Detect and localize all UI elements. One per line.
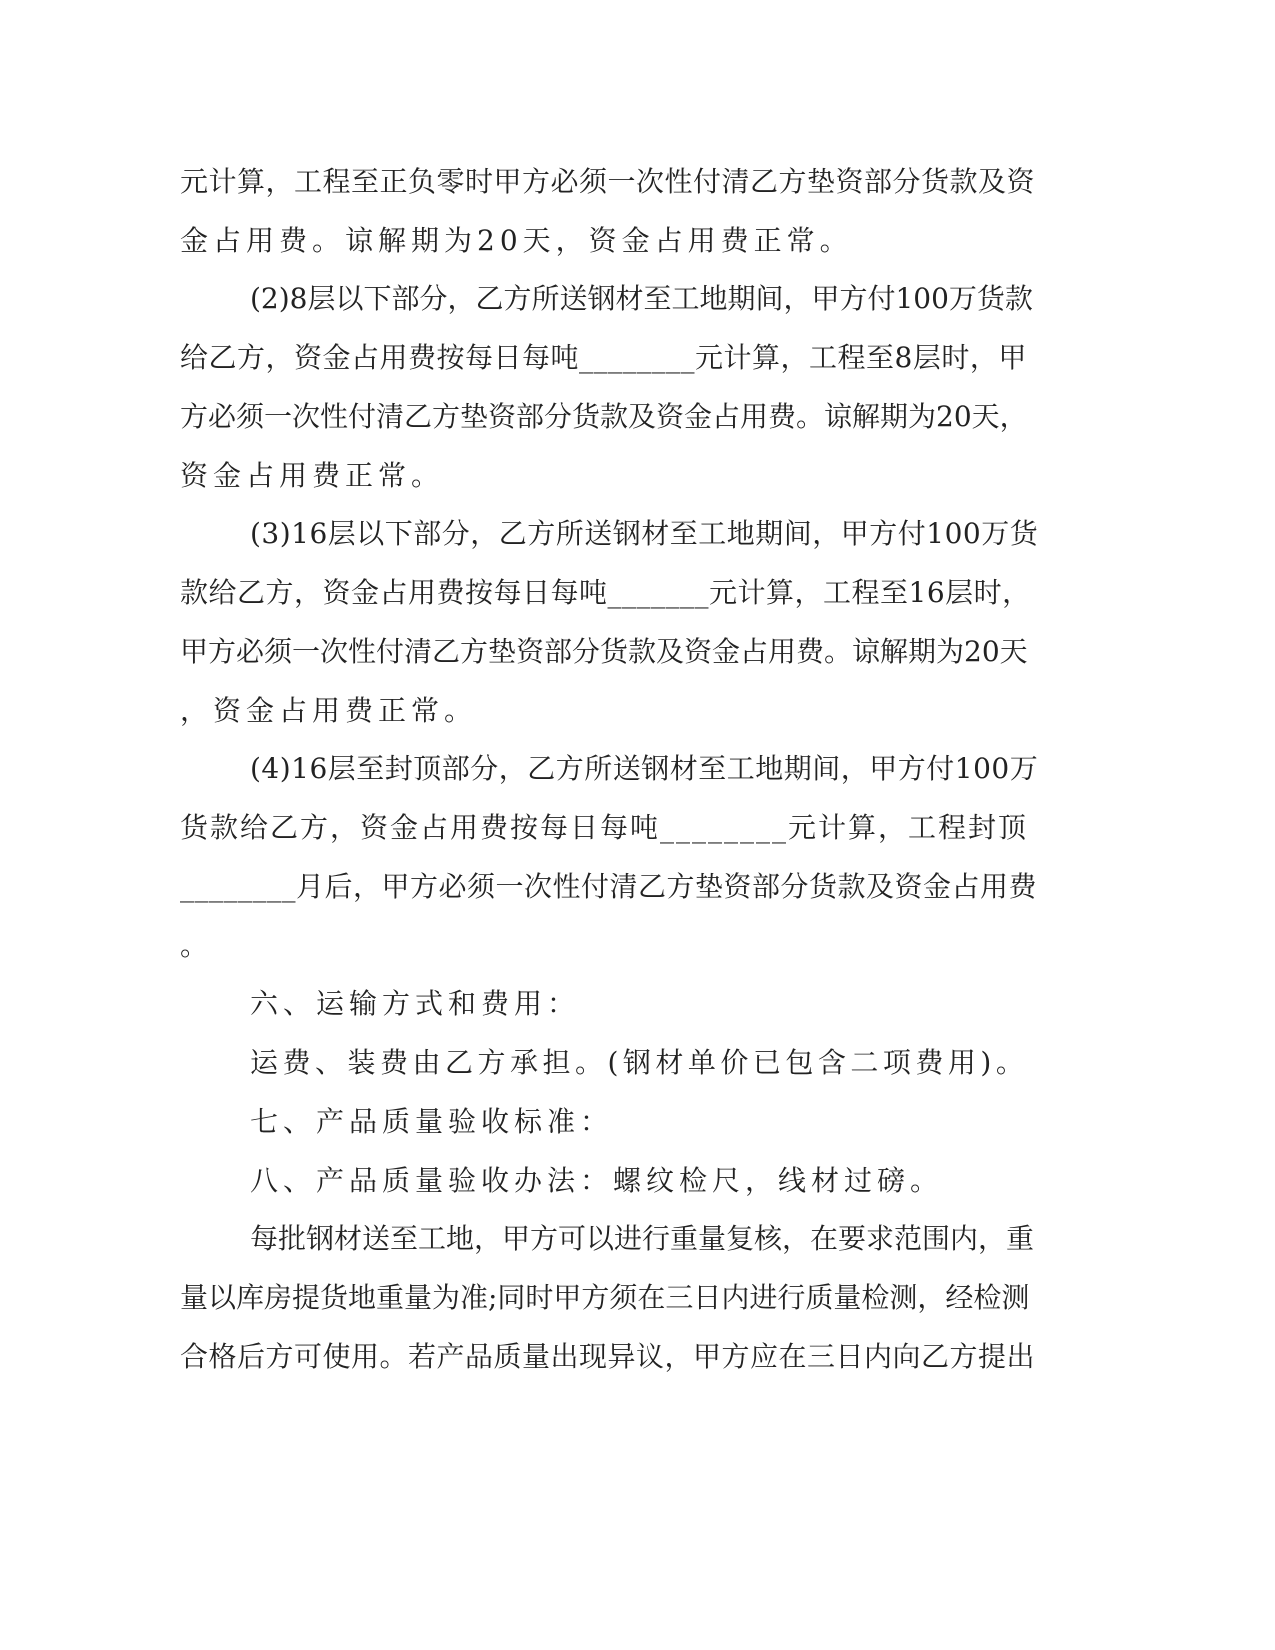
text-line: 每批钢材送至工地，甲方可以进行重量复核，在要求范围内，重 [250, 1222, 1035, 1255]
text-line: 七、产品质量验收标准： [250, 1105, 614, 1138]
text-line: 八、产品质量验收办法：螺纹检尺，线材过磅。 [250, 1164, 944, 1197]
text-line: 运费、装费由乙方承担。(钢材单价已包含二项费用)。 [250, 1046, 1029, 1079]
text-line: 甲方必须一次性付清乙方垫资部分货款及资金占用费。谅解期为20天 [180, 635, 1028, 668]
text-line: (3)16层以下部分，乙方所送钢材至工地期间，甲方付100万货 [250, 517, 1039, 550]
text-line: 款给乙方，资金占用费按每日每吨_______元计算，工程至16层时， [180, 576, 1031, 609]
text-line: 货款给乙方，资金占用费按每日每吨________元计算，工程封顶 [180, 811, 1029, 844]
text-line: (4)16层至封顶部分，乙方所送钢材至工地期间，甲方付100万 [250, 752, 1039, 785]
text-line: 金占用费。谅解期为20天，资金占用费正常。 [180, 224, 853, 257]
text-line: 合格后方可使用。若产品质量出现异议，甲方应在三日内向乙方提出 [180, 1340, 1036, 1373]
text-line: (2)8层以下部分，乙方所送钢材至工地期间，甲方付100万货款 [250, 282, 1033, 315]
text-line: 元计算，工程至正负零时甲方必须一次性付清乙方垫资部分货款及资 [180, 165, 1036, 198]
text-line: ，资金占用费正常。 [180, 694, 478, 727]
text-line: 。 [180, 929, 214, 962]
text-line: ________月后，甲方必须一次性付清乙方垫资部分货款及资金占用费 [180, 870, 1038, 903]
text-line: 方必须一次性付清乙方垫资部分货款及资金占用费。谅解期为20天， [180, 400, 1028, 433]
text-line: 资金占用费正常。 [180, 459, 445, 492]
text-line: 量以库房提货地重量为准;同时甲方须在三日内进行质量检测，经检测 [180, 1281, 1030, 1314]
text-line: 给乙方，资金占用费按每日每吨________元计算，工程至8层时，甲 [180, 341, 1027, 374]
text-line: 六、运输方式和费用： [250, 987, 581, 1020]
